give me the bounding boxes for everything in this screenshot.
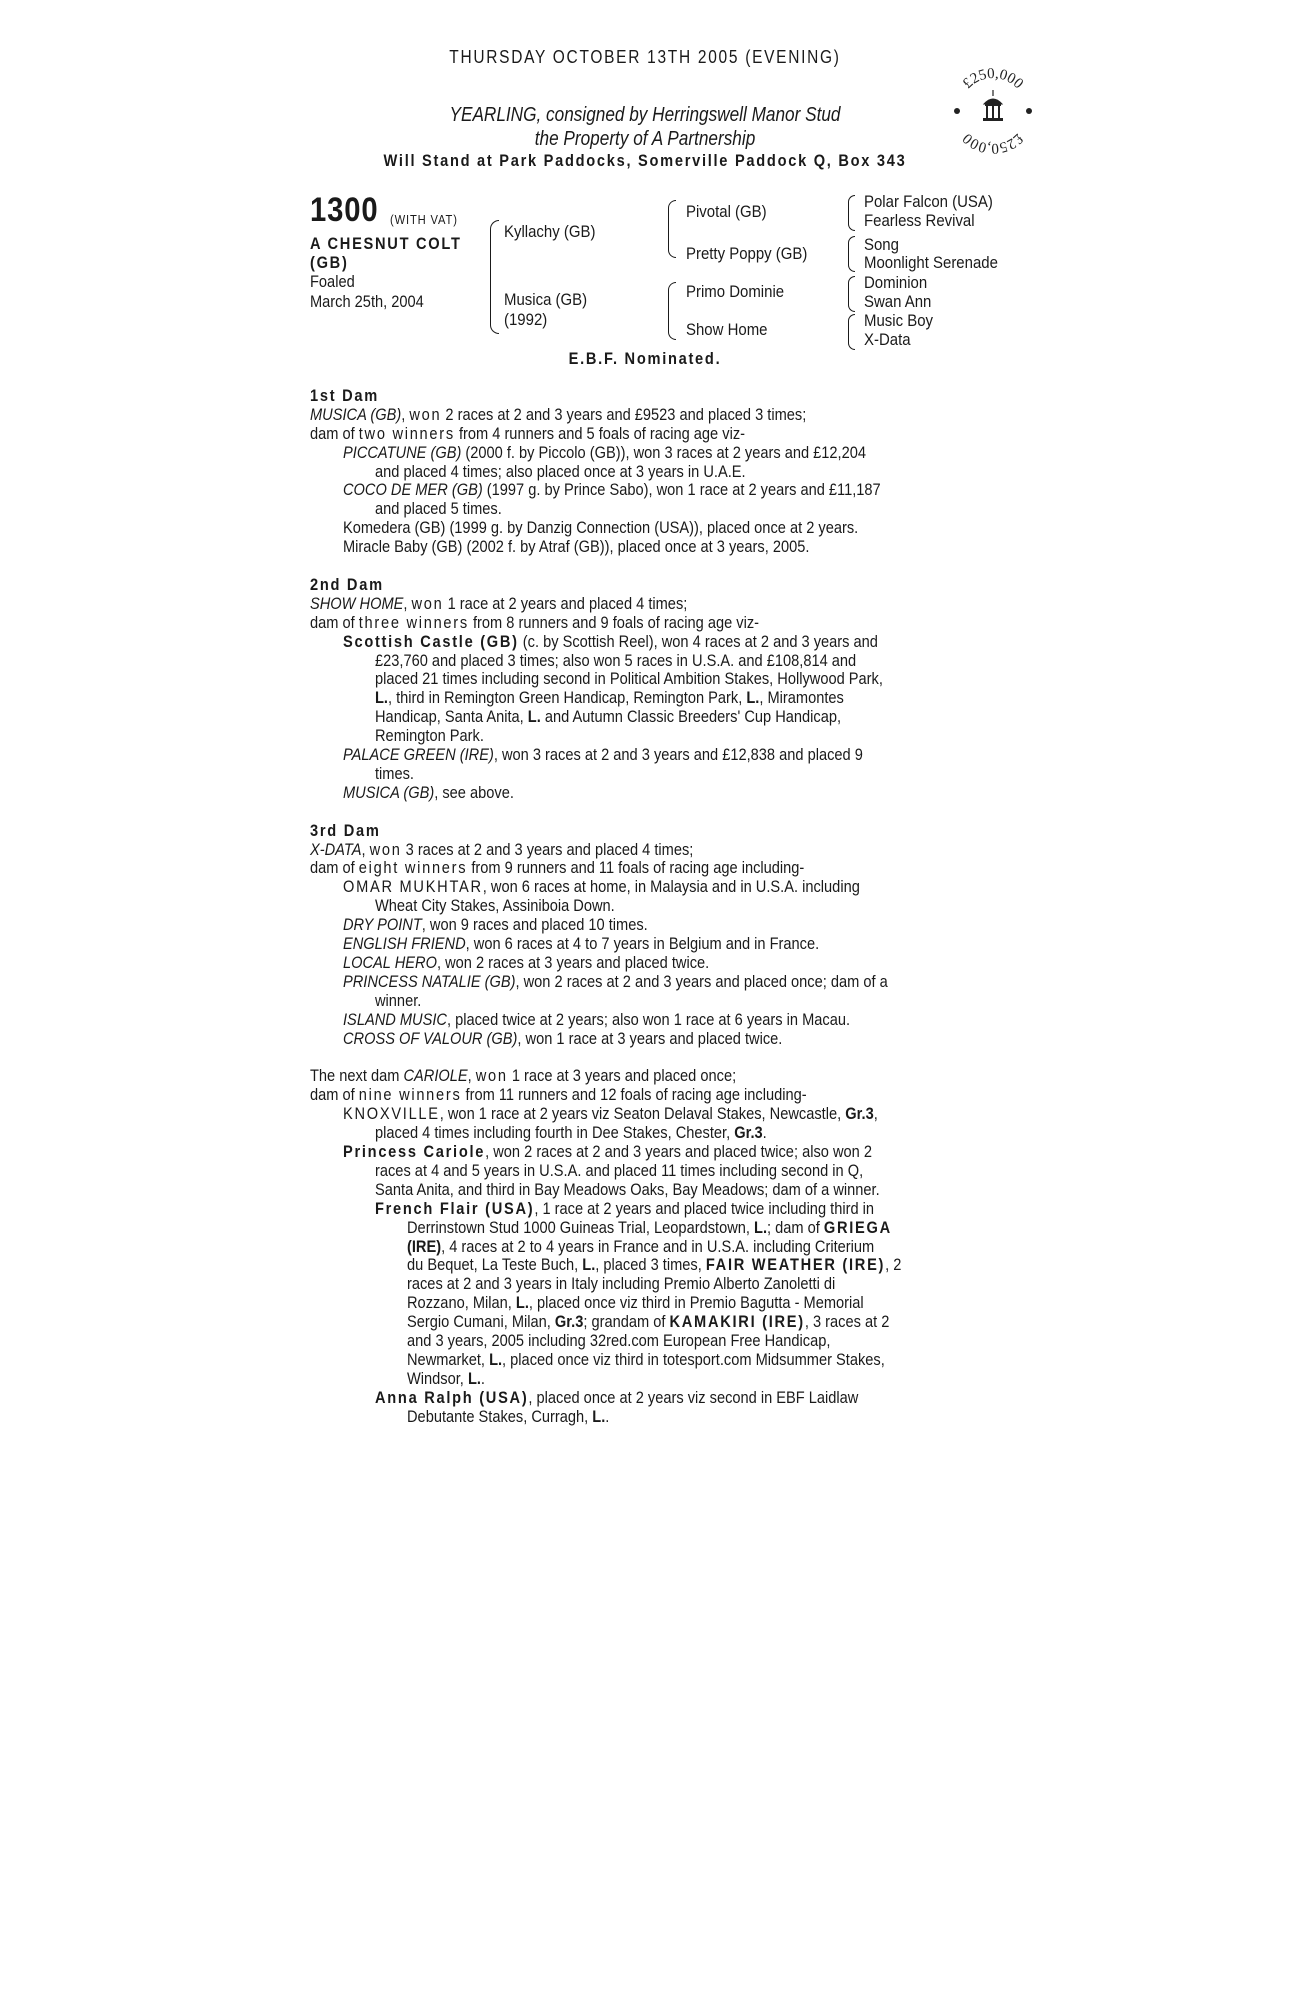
body-line — [310, 821, 381, 840]
text-run: , placed once viz third in totesport.com Midsummer Stakes, — [502, 1350, 885, 1369]
text-run: L. — [754, 1218, 768, 1237]
body-line — [343, 1029, 782, 1048]
text-run: ENGLISH FRIEND — [343, 934, 466, 953]
body-line — [407, 1293, 864, 1312]
body-line — [343, 953, 709, 972]
pedigree-gen3-8: X-Data — [864, 330, 911, 349]
text-run: dam of — [310, 1085, 359, 1104]
text-run: Remington Park. — [375, 726, 484, 745]
text-run: KNOXVILLE — [343, 1104, 440, 1123]
text-run: , won 2 races at 2 and 3 years and placed twice; also won 2 — [485, 1142, 872, 1161]
pedigree-gen3-5: Dominion — [864, 273, 928, 292]
text-run: , won 9 races and placed 10 times. — [421, 915, 648, 934]
text-run: , third in Remington Green Handicap, Remington Park, — [387, 688, 747, 707]
body-line — [407, 1237, 874, 1256]
body-line — [343, 537, 809, 556]
pedigree-dam-sire: Primo Dominie — [686, 282, 785, 301]
body-line — [375, 1123, 767, 1142]
text-run: times. — [375, 764, 414, 783]
text-run: PICCATUNE (GB) — [343, 443, 462, 462]
body-line — [343, 1104, 878, 1123]
body-line — [407, 1274, 835, 1293]
text-run: races at 4 and 5 years in U.S.A. and placed 11 times including second in Q, — [375, 1161, 864, 1180]
price-stamp-logo — [948, 66, 1038, 156]
body-line — [310, 1066, 736, 1085]
text-run: . — [480, 1369, 486, 1388]
text-run: , won 2 races at 3 years and placed twice. — [436, 953, 710, 972]
body-line — [310, 858, 804, 877]
pedigree-gen3-7: Music Boy — [864, 311, 934, 330]
body-line — [407, 1407, 609, 1426]
text-run: , — [403, 594, 412, 613]
body-line — [343, 972, 888, 991]
pedigree-brace-sire-dam — [490, 220, 499, 334]
body-line — [310, 594, 687, 613]
body-line — [310, 386, 379, 405]
pedigree-gen3-3: Song — [864, 235, 899, 254]
text-run: nine winners — [358, 1085, 462, 1104]
building-icon — [983, 90, 1003, 121]
text-run: , placed 3 times, — [595, 1255, 706, 1274]
text-run: L. — [592, 1407, 606, 1426]
text-run: L. — [375, 688, 388, 707]
text-run: Scottish Castle (GB) — [343, 632, 519, 651]
text-run: races at 2 and 3 years in Italy including Premio Alberto Zanoletti di — [407, 1274, 836, 1293]
text-run: won — [409, 405, 442, 424]
pedigree-brace-g3 — [848, 276, 855, 312]
lot-origin: (GB) — [310, 253, 349, 272]
text-run: Newmarket, — [407, 1350, 490, 1369]
ebf-nominated: E.B.F. Nominated. — [568, 349, 722, 368]
text-run: (IRE) — [407, 1237, 442, 1256]
body-line — [375, 896, 615, 915]
text-run: , 4 races at 2 to 4 years in France and in U.S.A. including Criterium — [441, 1237, 875, 1256]
text-run: Windsor, — [407, 1369, 468, 1388]
text-run: , placed once at 2 years viz second in EBF Laidlaw — [528, 1388, 859, 1407]
text-run: from 9 runners and 11 foals of racing age including- — [467, 858, 805, 877]
text-run: French Flair (USA) — [375, 1199, 535, 1218]
text-run: LOCAL HERO — [343, 953, 437, 972]
text-run: , won 3 races at 2 and 3 years and £12,838 and placed 9 — [493, 745, 863, 764]
pedigree-sire-dam: Pretty Poppy (GB) — [686, 244, 808, 263]
text-run: . — [762, 1123, 767, 1142]
text-run: (2000 f. by Piccolo (GB)), won 3 races at 2 years and £12,204 — [461, 443, 867, 462]
text-run: , 1 race at 2 years and placed twice including third in — [534, 1199, 875, 1218]
stand-location: Will Stand at Park Paddocks, Somerville Paddock Q, Box 343 — [383, 151, 907, 170]
body-line — [343, 877, 860, 896]
text-run: , won 1 race at 2 years viz Seaton Delaval Stakes, Newcastle, — [439, 1104, 846, 1123]
property-line: the Property of A Partnership — [534, 128, 756, 150]
body-line — [407, 1218, 892, 1237]
body-line — [343, 915, 648, 934]
lot-description: A CHESNUT COLT — [310, 234, 462, 253]
body-line — [310, 613, 759, 632]
pedigree-gen3-4: Moonlight Serenade — [864, 253, 998, 272]
text-run: , — [873, 1104, 878, 1123]
foaled-label: Foaled — [310, 272, 355, 291]
text-run: 1 race at 2 years and placed 4 times; — [443, 594, 688, 613]
text-run: 1 race at 3 years and placed once; — [507, 1066, 737, 1085]
text-run: L. — [746, 688, 760, 707]
text-run: won — [475, 1066, 508, 1085]
text-run: . — [605, 1407, 610, 1426]
body-line — [375, 1388, 858, 1407]
text-run: PALACE GREEN (IRE) — [343, 745, 494, 764]
body-line — [375, 499, 502, 518]
text-run: L. — [467, 1369, 481, 1388]
text-run: SHOW HOME — [310, 594, 404, 613]
text-run: and 3 years, 2005 including 32red.com European Free Handicap, — [407, 1331, 831, 1350]
text-run: Anna Ralph (USA) — [375, 1388, 529, 1407]
pedigree-gen3-1: Polar Falcon (USA) — [864, 192, 993, 211]
pedigree-brace-sire — [668, 200, 676, 258]
body-line — [375, 726, 484, 745]
text-run: L. — [515, 1293, 529, 1312]
text-run: 3 races at 2 and 3 years and placed 4 times; — [401, 840, 694, 859]
text-run: from 4 runners and 5 foals of racing age viz- — [454, 424, 745, 443]
lot-vat-note: (WITH VAT) — [390, 212, 458, 227]
pedigree-gen3-6: Swan Ann — [864, 292, 932, 311]
body-line — [375, 688, 844, 707]
body-line — [343, 443, 866, 462]
pedigree-dam-dam: Show Home — [686, 320, 768, 339]
text-run: ; grandam of — [583, 1312, 670, 1331]
body-line — [375, 1161, 863, 1180]
body-line — [375, 651, 856, 670]
text-run: FAIR WEATHER (IRE) — [705, 1255, 886, 1274]
body-line — [407, 1369, 485, 1388]
text-run: Gr.3 — [734, 1123, 763, 1142]
pedigree-gen3-2: Fearless Revival — [864, 211, 975, 230]
body-line — [343, 934, 819, 953]
text-run: COCO DE MER (GB) — [343, 480, 483, 499]
text-run: GRIEGA — [823, 1218, 892, 1237]
text-run: Debutante Stakes, Curragh, — [407, 1407, 593, 1426]
text-run: 2nd Dam — [310, 575, 384, 594]
text-run: (1997 g. by Prince Sabo), won 1 race at 2 years and £11,187 — [482, 480, 881, 499]
pedigree-brace-g1 — [848, 195, 855, 231]
body-line — [375, 669, 883, 688]
text-run: CROSS OF VALOUR (GB) — [343, 1029, 518, 1048]
text-run: 3rd Dam — [310, 821, 381, 840]
text-run: MUSICA (GB) — [343, 783, 435, 802]
text-run: Princess Cariole — [343, 1142, 486, 1161]
text-run: The next dam — [310, 1066, 404, 1085]
text-run: two winners — [358, 424, 455, 443]
text-run: , won 6 races at home, in Malaysia and in U.S.A. including — [482, 877, 860, 896]
text-run: 2 races at 2 and 3 years and £9523 and placed 3 times; — [441, 405, 807, 424]
text-run: CARIOLE — [403, 1066, 468, 1085]
pedigree-sire-sire: Pivotal (GB) — [686, 202, 767, 221]
body-line — [375, 1199, 874, 1218]
body-line — [375, 707, 841, 726]
text-run: ISLAND MUSIC — [343, 1010, 447, 1029]
text-run: dam of — [310, 613, 359, 632]
text-run: Rozzano, Milan, — [407, 1293, 516, 1312]
text-run: DRY POINT — [343, 915, 422, 934]
text-run: PRINCESS NATALIE (GB) — [343, 972, 516, 991]
consignor-line: YEARLING, consigned by Herringswell Manor Stud — [449, 104, 841, 126]
text-run: Santa Anita, and third in Bay Meadows Oaks, Bay Meadows; dam of a winner. — [375, 1180, 880, 1199]
text-run: Komedera (GB) (1999 g. by Danzig Connection (USA)), placed once at 2 years. — [343, 518, 859, 537]
body-line — [375, 764, 414, 783]
body-line — [343, 1142, 872, 1161]
text-run: , — [361, 840, 370, 859]
text-run: dam of — [310, 858, 359, 877]
stamp-bottom-text: £250,000 — [959, 129, 1027, 156]
text-run: Handicap, Santa Anita, — [375, 707, 528, 726]
body-line — [310, 424, 745, 443]
body-line — [407, 1331, 830, 1350]
text-run: three winners — [358, 613, 469, 632]
text-run: KAMAKIRI (IRE) — [669, 1312, 805, 1331]
text-run: OMAR MUKHTAR — [343, 877, 483, 896]
body-line — [310, 575, 384, 594]
text-run: du Bequet, La Teste Buch, — [407, 1255, 583, 1274]
body-line — [407, 1312, 889, 1331]
text-run: L. — [582, 1255, 596, 1274]
text-run: Gr.3 — [554, 1312, 584, 1331]
text-run: and placed 4 times; also placed once at 3 years in U.A.E. — [375, 462, 746, 481]
text-run: Gr.3 — [845, 1104, 874, 1123]
body-line — [343, 480, 881, 499]
foaled-date: March 25th, 2004 — [310, 292, 424, 311]
pedigree-sire: Kyllachy (GB) — [504, 222, 596, 241]
lot-number: 1300 — [310, 191, 379, 229]
text-run: , — [401, 405, 410, 424]
text-run: winner. — [375, 991, 422, 1010]
text-run: L. — [527, 707, 541, 726]
text-run: won — [411, 594, 444, 613]
text-run: , Miramontes — [759, 688, 844, 707]
text-run: placed 4 times including fourth in Dee Stakes, Chester, — [375, 1123, 735, 1142]
body-line — [343, 745, 863, 764]
pedigree-brace-dam — [668, 282, 676, 340]
body-line — [375, 462, 746, 481]
text-run: placed 21 times including second in Political Ambition Stakes, Hollywood Park, — [375, 669, 883, 688]
text-run: and placed 5 times. — [375, 499, 502, 518]
text-run: from 11 runners and 12 foals of racing age including- — [461, 1085, 807, 1104]
text-run: , placed twice at 2 years; also won 1 race at 6 years in Macau. — [446, 1010, 851, 1029]
body-line — [310, 840, 693, 859]
text-run: , won 2 races at 2 and 3 years and placed once; dam of a — [515, 972, 888, 991]
text-run: £23,760 and placed 3 times; also won 5 races in U.S.A. and £108,814 and — [375, 651, 857, 670]
pedigree-brace-g2 — [848, 236, 855, 272]
text-run: Sergio Cumani, Milan, — [407, 1312, 555, 1331]
body-line — [310, 405, 806, 424]
text-run: , 2 — [885, 1255, 902, 1274]
text-run: , 3 races at 2 — [804, 1312, 890, 1331]
text-run: Wheat City Stakes, Assiniboia Down. — [375, 896, 615, 915]
stamp-top-text: £250,000 — [959, 66, 1027, 93]
body-line — [343, 518, 858, 537]
text-run: from 8 runners and 9 foals of racing age viz- — [468, 613, 760, 632]
text-run: Miracle Baby (GB) (2002 f. by Atraf (GB)), placed once at 3 years, 2005. — [343, 537, 810, 556]
text-run: eight winners — [358, 858, 468, 877]
text-run: , — [467, 1066, 476, 1085]
text-run: dam of — [310, 424, 359, 443]
text-run: won — [369, 840, 402, 859]
text-run: 1st Dam — [310, 386, 379, 405]
pedigree-brace-g4 — [848, 314, 855, 350]
body-line — [375, 991, 421, 1010]
text-run: and Autumn Classic Breeders' Cup Handicap, — [540, 707, 842, 726]
body-line — [343, 783, 514, 802]
text-run: Derrinstown Stud 1000 Guineas Trial, Leopardstown, — [407, 1218, 755, 1237]
body-line — [375, 1180, 880, 1199]
text-run: , won 6 races at 4 to 7 years in Belgium and in France. — [465, 934, 820, 953]
text-run: , won 1 race at 3 years and placed twice. — [517, 1029, 783, 1048]
text-run: ; dam of — [767, 1218, 824, 1237]
text-run: X-DATA — [310, 840, 362, 859]
text-run: , see above. — [434, 783, 514, 802]
pedigree-dam-year: (1992) — [504, 310, 548, 329]
body-line — [407, 1255, 901, 1274]
text-run: , placed once viz third in Premio Bagutta - Memorial — [528, 1293, 864, 1312]
body-line — [343, 632, 878, 651]
pedigree-dam: Musica (GB) — [504, 290, 588, 309]
body-line — [343, 1010, 850, 1029]
body-line — [310, 1085, 807, 1104]
text-run: MUSICA (GB) — [310, 405, 402, 424]
text-run: (c. by Scottish Reel), won 4 races at 2 and 3 years and — [518, 632, 878, 651]
body-line — [407, 1350, 885, 1369]
text-run: L. — [489, 1350, 503, 1369]
sale-date: THURSDAY OCTOBER 13TH 2005 (EVENING) — [449, 47, 841, 67]
